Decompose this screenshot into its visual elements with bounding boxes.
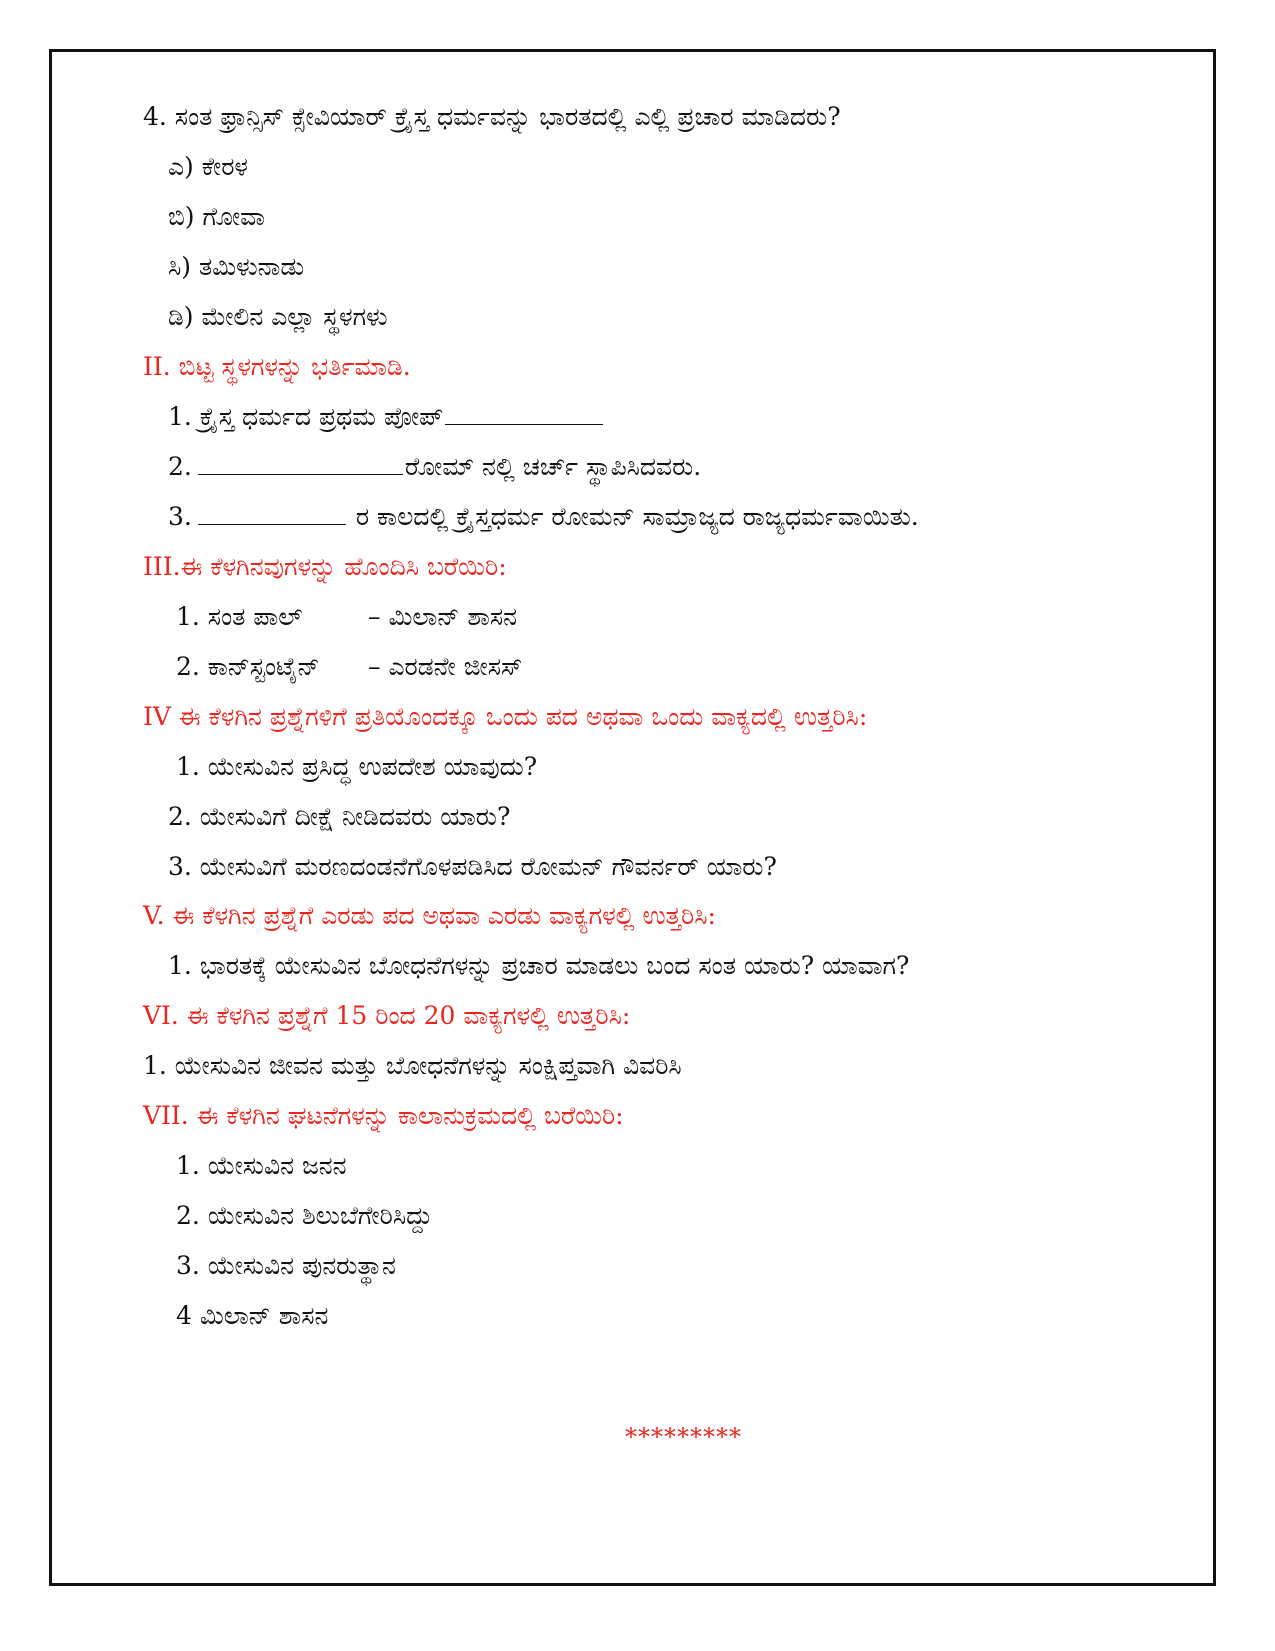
- chronology-item-4: 4 ಮಿಲಾನ್ ಶಾಸನ: [176, 1301, 329, 1330]
- fill-blank-3-number: 3.: [168, 502, 192, 531]
- section6-heading: VI. ಈ ಕೆಳಗಿನ ಪ್ರಶ್ನೆಗೆ 15 ರಿಂದ 20 ವಾಕ್ಯಗಳಲ್ಲಿ ಉತ್ತರಿಸಿ:: [143, 1001, 631, 1030]
- fill-blank-2-number: 2.: [168, 452, 192, 481]
- match-row-1: [176, 602, 517, 632]
- match-right-1: – ಮಿಲಾನ್ ಶಾಸನ: [368, 602, 518, 631]
- section2-heading: II. ಬಿಟ್ಟ ಸ್ಥಳಗಳನ್ನು ಭರ್ತಿಮಾಡಿ.: [143, 352, 411, 381]
- match-right-2: – ಎರಡನೇ ಜೀಸಸ್: [368, 652, 523, 681]
- match-left-2: 2. ಕಾನ್‌ಸ್ಟಂಟೈನ್: [176, 652, 320, 681]
- answer-blank: [198, 452, 403, 475]
- section5-heading: V. ಈ ಕೆಳಗಿನ ಪ್ರಶ್ನೆಗೆ ಎರಡು ಪದ ಅಥವಾ ಎರಡು ವಾಕ್ಯಗಳಲ್ಲಿ ಉತ್ತರಿಸಿ:: [143, 901, 716, 930]
- section7-heading: VII. ಈ ಕೆಳಗಿನ ಘಟನೆಗಳನ್ನು ಕಾಲಾನುಕ್ರಮದಲ್ಲಿ ಬರೆಯಿರಿ:: [143, 1101, 624, 1130]
- match-row-2: [176, 652, 522, 682]
- chronology-item-3: 3. ಯೇಸುವಿನ ಪುನರುತ್ಥಾನ: [176, 1251, 396, 1280]
- end-stars: *********: [625, 1423, 742, 1451]
- chronology-item-1: 1. ಯೇಸುವಿನ ಜನನ: [176, 1151, 347, 1180]
- fill-blank-3-text: ರ ಕಾಲದಲ್ಲಿ ಕ್ರೈಸ್ತಧರ್ಮ ರೋಮನ್ ಸಾಮ್ರಾಜ್ಯದ ರಾಜ್ಯಧರ್ಮವಾಯಿತು.: [355, 502, 919, 531]
- short-question-1: 1. ಯೇಸುವಿನ ಪ್ರಸಿದ್ಧ ಉಪದೇಶ ಯಾವುದು?: [176, 752, 538, 781]
- match-left-1: 1. ಸಂತ ಪಾಲ್: [176, 602, 303, 631]
- fill-blank-1-text: 1. ಕ್ರೈಸ್ತ ಧರ್ಮದ ಪ್ರಥಮ ಪೋಪ್: [168, 402, 444, 431]
- two-sentence-question-1: 1. ಭಾರತಕ್ಕೆ ಯೇಸುವಿನ ಬೋಧನೆಗಳನ್ನು ಪ್ರಚಾರ ಮಾಡಲು ಬಂದ ಸಂತ ಯಾರು? ಯಾವಾಗ?: [168, 951, 910, 980]
- answer-blank: [445, 402, 603, 425]
- section3-heading: III.ಈ ಕೆಳಗಿನವುಗಳನ್ನು ಹೊಂದಿಸಿ ಬರೆಯಿರಿ:: [143, 552, 507, 581]
- fill-blank-2-text: ರೋಮ್ ನಲ್ಲಿ ಚರ್ಚ್ ಸ್ಥಾಪಿಸಿದವರು.: [404, 452, 702, 481]
- fill-blank-2: [168, 452, 701, 482]
- long-question-1: 1. ಯೇಸುವಿನ ಜೀವನ ಮತ್ತು ಬೋಧನೆಗಳನ್ನು ಸಂಕ್ಷಿಪ್ತವಾಗಿ ವಿವರಿಸಿ: [143, 1051, 682, 1080]
- fill-blank-3: [168, 502, 919, 532]
- q4-option-d: ಡಿ) ಮೇಲಿನ ಎಲ್ಲಾ ಸ್ಥಳಗಳು: [168, 302, 388, 331]
- q4-option-c: ಸಿ) ತಮಿಳುನಾಡು: [168, 252, 305, 281]
- fill-blank-1: [168, 402, 603, 432]
- section4-heading: IV ಈ ಕೆಳಗಿನ ಪ್ರಶ್ನೆಗಳಿಗೆ ಪ್ರತಿಯೊಂದಕ್ಕೂ ಒಂದು ಪದ ಅಥವಾ ಒಂದು ವಾಕ್ಯದಲ್ಲಿ ಉತ್ತರಿಸಿ:: [143, 702, 868, 731]
- q4-question: 4. ಸಂತ ಫ್ರಾನ್ಸಿಸ್ ಕ್ಸೇವಿಯಾರ್ ಕ್ರೈಸ್ತ ಧರ್ಮವನ್ನು ಭಾರತದಲ್ಲಿ ಎಲ್ಲಿ ಪ್ರಚಾರ ಮಾಡಿದರು?: [143, 102, 841, 131]
- short-question-3: 3. ಯೇಸುವಿಗೆ ಮರಣದಂಡನೆಗೊಳಪಡಿಸಿದ ರೋಮನ್ ಗೌವರ್ನರ್ ಯಾರು?: [168, 852, 777, 881]
- chronology-item-2: 2. ಯೇಸುವಿನ ಶಿಲುಬೆಗೇರಿಸಿದ್ದು: [176, 1201, 433, 1230]
- q4-option-b: ಬಿ) ಗೋವಾ: [168, 202, 266, 231]
- answer-blank: [198, 502, 346, 525]
- short-question-2: 2. ಯೇಸುವಿಗೆ ದೀಕ್ಷೆ ನೀಡಿದವರು ಯಾರು?: [168, 802, 511, 831]
- q4-option-a: ಎ) ಕೇರಳ: [168, 152, 249, 181]
